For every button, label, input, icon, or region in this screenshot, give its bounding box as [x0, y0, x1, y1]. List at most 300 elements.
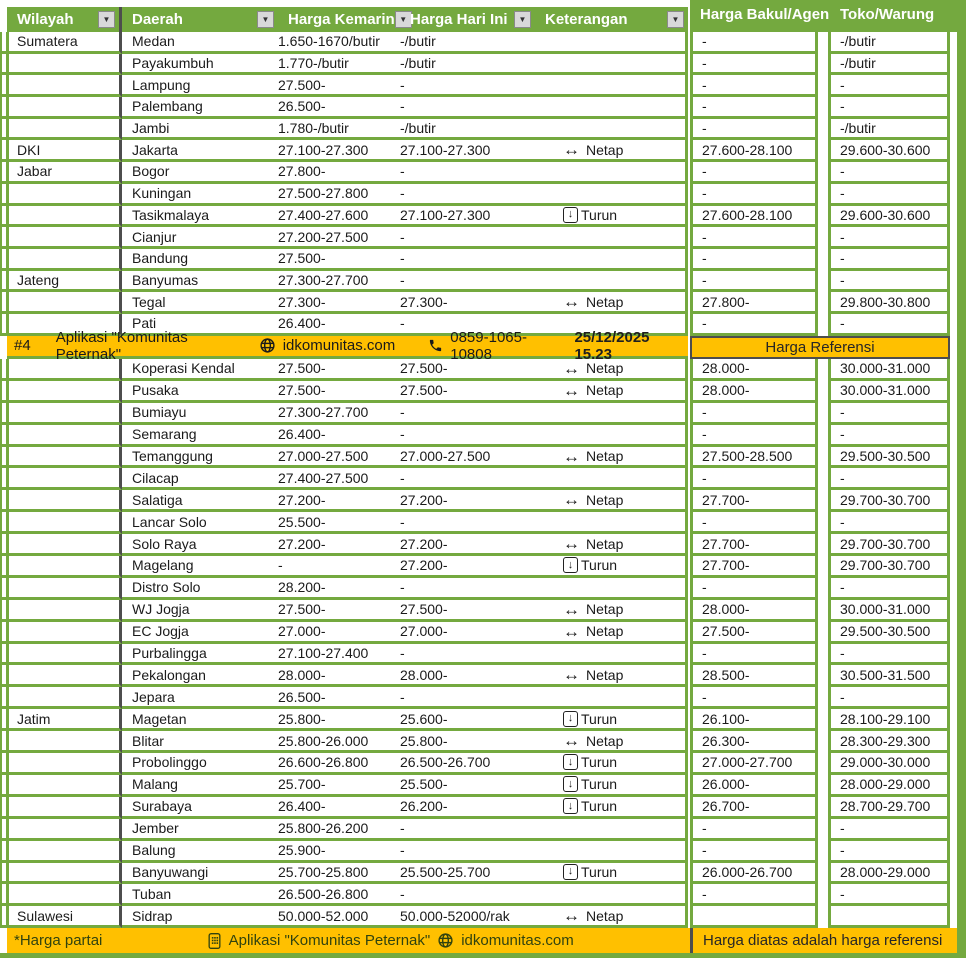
cell-wilayah: [9, 622, 122, 644]
cell-harga-kemarin: 27.100-27.300: [278, 140, 400, 162]
column-gap: [818, 447, 828, 469]
cell-harga-bakul-agen: 26.100-: [690, 709, 818, 731]
cell-keterangan: [535, 578, 688, 600]
cell-keterangan: [535, 184, 688, 206]
table-row: [0, 841, 950, 863]
cell-harga-kemarin: 28.000-: [278, 665, 400, 687]
keterangan-label: Netap: [586, 141, 624, 158]
column-gap: [818, 425, 828, 447]
cell-toko-warung: -: [828, 249, 950, 271]
cell-harga-bakul-agen: [690, 906, 818, 928]
cell-harga-kemarin: 25.800-: [278, 709, 400, 731]
cell-harga-bakul-agen: 28.000-: [690, 359, 818, 381]
left-right-arrow-icon: ↔: [563, 599, 580, 619]
keterangan-label: Netap: [586, 535, 624, 552]
row-edge-cell: [0, 600, 9, 622]
table-row: [0, 32, 950, 54]
row-edge-cell: [0, 359, 9, 381]
table-row: [0, 206, 950, 228]
cell-keterangan: [535, 425, 688, 447]
cell-wilayah: DKI: [9, 140, 122, 162]
cell-keterangan: [535, 162, 688, 184]
cell-harga-kemarin: 26.600-26.800: [278, 753, 400, 775]
cell-toko-warung: -: [828, 819, 950, 841]
cell-keterangan: [535, 292, 688, 314]
column-gap: [818, 97, 828, 119]
cell-keterangan: [535, 381, 688, 403]
cell-wilayah: [9, 249, 122, 271]
table-row: [0, 884, 950, 906]
rows-bottom-section: [0, 359, 966, 928]
footer-app-name: Aplikasi "Komunitas Peternak": [228, 932, 431, 950]
table-row: [0, 447, 950, 469]
cell-harga-bakul-agen: -: [690, 841, 818, 863]
cell-harga-hari-ini: -/butir: [400, 119, 535, 141]
table-row: [0, 600, 950, 622]
cell-daerah: Magelang: [122, 556, 278, 578]
cell-harga-bakul-agen: -: [690, 249, 818, 271]
cell-harga-bakul-agen: 27.700-: [690, 556, 818, 578]
cell-wilayah: [9, 468, 122, 490]
cell-keterangan: [535, 556, 688, 578]
table-row: [0, 271, 950, 293]
cell-wilayah: [9, 512, 122, 534]
cell-daerah: Pusaka: [122, 381, 278, 403]
footer-left: [7, 928, 688, 953]
cell-harga-hari-ini: -/butir: [400, 32, 535, 54]
column-header-label: Wilayah: [17, 11, 74, 28]
cell-harga-hari-ini: -: [400, 162, 535, 184]
cell-keterangan: [535, 359, 688, 381]
column-gap: [818, 665, 828, 687]
filter-dropdown-icon[interactable]: ▼: [667, 11, 684, 28]
cell-keterangan: [535, 600, 688, 622]
cell-harga-bakul-agen: 27.600-28.100: [690, 206, 818, 228]
cell-wilayah: [9, 644, 122, 666]
cell-harga-bakul-agen: -: [690, 468, 818, 490]
cell-harga-bakul-agen: 26.000-26.700: [690, 863, 818, 885]
footer-reference-note: Harga diatas adalah harga referensi: [690, 928, 957, 953]
cell-keterangan: [535, 644, 688, 666]
cell-harga-bakul-agen: 27.800-: [690, 292, 818, 314]
column-gap: [818, 75, 828, 97]
cell-toko-warung: 28.700-29.700: [828, 797, 950, 819]
cell-wilayah: [9, 119, 122, 141]
cell-harga-hari-ini: -: [400, 512, 535, 534]
cell-harga-hari-ini: -: [400, 468, 535, 490]
row-edge-cell: [0, 906, 9, 928]
cell-toko-warung: -: [828, 841, 950, 863]
cell-harga-bakul-agen: -: [690, 75, 818, 97]
cell-keterangan: [535, 140, 688, 162]
boxed-down-arrow-icon: ↓: [563, 557, 578, 573]
column-gap: [818, 468, 828, 490]
cell-harga-kemarin: 25.700-: [278, 775, 400, 797]
column-gap: [818, 54, 828, 76]
cell-wilayah: [9, 227, 122, 249]
column-gap: [818, 119, 828, 141]
cell-harga-bakul-agen: -: [690, 227, 818, 249]
cell-wilayah: [9, 687, 122, 709]
row-edge-cell: [0, 292, 9, 314]
cell-daerah: Blitar: [122, 731, 278, 753]
cell-toko-warung: -: [828, 512, 950, 534]
column-gap: [818, 687, 828, 709]
cell-harga-kemarin: 1.650-1670/butir: [278, 32, 400, 54]
bottom-green-border: [0, 953, 966, 958]
column-header-label: Harga Hari Ini: [410, 11, 508, 28]
column-header-label: Harga Bakul/Agen: [700, 6, 830, 23]
column-gap: [818, 622, 828, 644]
cell-harga-kemarin: 1.780-/butir: [278, 119, 400, 141]
keterangan-label: Netap: [586, 666, 624, 683]
cell-harga-hari-ini: 27.500-: [400, 381, 535, 403]
cell-harga-hari-ini: -: [400, 687, 535, 709]
cell-harga-hari-ini: -: [400, 227, 535, 249]
banner-phone-number: 0859-1065-10808: [450, 328, 527, 363]
cell-harga-bakul-agen: 27.500-28.500: [690, 447, 818, 469]
cell-harga-bakul-agen: -: [690, 32, 818, 54]
cell-toko-warung: 29.800-30.800: [828, 292, 950, 314]
keterangan-label: Turun: [581, 863, 618, 880]
cell-wilayah: Jateng: [9, 271, 122, 293]
column-header-label: Keterangan: [545, 11, 628, 28]
column-gap: [818, 906, 828, 928]
left-right-arrow-icon: ↔: [563, 490, 580, 510]
cell-daerah: Bandung: [122, 249, 278, 271]
cell-daerah: Jakarta: [122, 140, 278, 162]
row-edge-cell: [0, 403, 9, 425]
cell-harga-bakul-agen: -: [690, 512, 818, 534]
left-right-arrow-icon: ↔: [563, 292, 580, 312]
right-green-strip: [957, 0, 966, 958]
cell-wilayah: [9, 863, 122, 885]
keterangan-label: Netap: [586, 448, 624, 465]
cell-keterangan: [535, 863, 688, 885]
cell-harga-bakul-agen: 28.000-: [690, 600, 818, 622]
cell-harga-hari-ini: 25.500-25.700: [400, 863, 535, 885]
cell-harga-kemarin: 27.500-: [278, 381, 400, 403]
table-row: [0, 54, 950, 76]
column-gap: [818, 292, 828, 314]
cell-daerah: Bumiayu: [122, 403, 278, 425]
footer-website: idkomunitas.com: [461, 932, 574, 950]
cell-harga-kemarin: 27.500-27.800: [278, 184, 400, 206]
keterangan-label: Netap: [586, 601, 624, 618]
cell-harga-hari-ini: -: [400, 403, 535, 425]
cell-wilayah: Sumatera: [9, 32, 122, 54]
column-gap: [818, 403, 828, 425]
cell-toko-warung: 28.000-29.000: [828, 775, 950, 797]
row-edge-cell: [0, 644, 9, 666]
cell-daerah: WJ Jogja: [122, 600, 278, 622]
cell-wilayah: [9, 534, 122, 556]
cell-harga-kemarin: 27.800-: [278, 162, 400, 184]
banner-rank: #4: [14, 337, 31, 355]
cell-harga-bakul-agen: -: [690, 819, 818, 841]
keterangan-label: Turun: [581, 206, 618, 223]
cell-harga-bakul-agen: 26.300-: [690, 731, 818, 753]
column-header-keterangan: [535, 7, 688, 32]
cell-toko-warung: -: [828, 97, 950, 119]
cell-toko-warung: 30.500-31.500: [828, 665, 950, 687]
cell-harga-hari-ini: 28.000-: [400, 665, 535, 687]
table-row: [0, 227, 950, 249]
column-gap: [818, 249, 828, 271]
column-gap: [818, 534, 828, 556]
cell-harga-bakul-agen: -: [690, 884, 818, 906]
cell-toko-warung: 28.300-29.300: [828, 731, 950, 753]
row-edge-cell: [0, 687, 9, 709]
cell-harga-kemarin: 26.500-: [278, 97, 400, 119]
cell-harga-kemarin: 27.200-27.500: [278, 227, 400, 249]
cell-keterangan: [535, 884, 688, 906]
cell-toko-warung: 30.000-31.000: [828, 381, 950, 403]
table-row: [0, 863, 950, 885]
cell-harga-hari-ini: 27.200-: [400, 490, 535, 512]
cell-keterangan: [535, 468, 688, 490]
cell-daerah: Tasikmalaya: [122, 206, 278, 228]
row-edge-cell: [0, 731, 9, 753]
cell-harga-kemarin: 25.700-25.800: [278, 863, 400, 885]
cell-daerah: Jepara: [122, 687, 278, 709]
cell-harga-kemarin: 26.400-: [278, 425, 400, 447]
cell-toko-warung: 29.600-30.600: [828, 206, 950, 228]
cell-toko-warung: -: [828, 75, 950, 97]
row-edge-cell: [0, 534, 9, 556]
cell-wilayah: [9, 797, 122, 819]
cell-daerah: Sidrap: [122, 906, 278, 928]
row-edge-cell: [0, 271, 9, 293]
table-row: [0, 512, 950, 534]
cell-harga-bakul-agen: -: [690, 644, 818, 666]
row-edge-cell: [0, 162, 9, 184]
cell-wilayah: Jabar: [9, 162, 122, 184]
cell-keterangan: [535, 841, 688, 863]
cell-harga-hari-ini: 27.100-27.300: [400, 140, 535, 162]
cell-keterangan: [535, 227, 688, 249]
cell-daerah: Pati: [122, 314, 278, 336]
cell-wilayah: [9, 753, 122, 775]
cell-harga-bakul-agen: 26.700-: [690, 797, 818, 819]
cell-daerah: Salatiga: [122, 490, 278, 512]
cell-wilayah: [9, 600, 122, 622]
cell-toko-warung: [828, 906, 950, 928]
cell-toko-warung: -: [828, 162, 950, 184]
cell-daerah: Surabaya: [122, 797, 278, 819]
cell-wilayah: [9, 731, 122, 753]
cell-wilayah: [9, 490, 122, 512]
table-header-left: [7, 7, 688, 32]
column-gap: [818, 863, 828, 885]
row-edge-cell: [0, 490, 9, 512]
globe-icon: [437, 932, 454, 949]
cell-harga-kemarin: 26.400-: [278, 314, 400, 336]
promo-banner-row: [0, 328, 957, 363]
cell-harga-hari-ini: -: [400, 271, 535, 293]
left-right-arrow-icon: ↔: [563, 534, 580, 554]
cell-daerah: Cilacap: [122, 468, 278, 490]
cell-harga-bakul-agen: -: [690, 97, 818, 119]
cell-toko-warung: 28.000-29.000: [828, 863, 950, 885]
cell-daerah: Magetan: [122, 709, 278, 731]
column-header-harga-bakul-agen: [690, 0, 830, 29]
cell-daerah: Medan: [122, 32, 278, 54]
cell-daerah: Jember: [122, 819, 278, 841]
left-right-arrow-icon: ↔: [563, 906, 580, 926]
cell-wilayah: [9, 425, 122, 447]
cell-harga-hari-ini: -: [400, 184, 535, 206]
table-row: [0, 425, 950, 447]
left-right-arrow-icon: ↔: [563, 140, 580, 160]
left-right-arrow-icon: ↔: [563, 380, 580, 400]
column-gap: [818, 797, 828, 819]
cell-harga-kemarin: 26.400-: [278, 797, 400, 819]
cell-daerah: Koperasi Kendal: [122, 359, 278, 381]
cell-toko-warung: 29.700-30.700: [828, 534, 950, 556]
cell-harga-hari-ini: -: [400, 884, 535, 906]
column-gap: [818, 359, 828, 381]
cell-harga-bakul-agen: -: [690, 271, 818, 293]
filter-dropdown-icon[interactable]: ▼: [257, 11, 274, 28]
cell-toko-warung: 29.000-30.000: [828, 753, 950, 775]
cell-keterangan: [535, 206, 688, 228]
cell-toko-warung: 29.500-30.500: [828, 622, 950, 644]
column-header-label: Harga Kemarin: [288, 11, 395, 28]
cell-toko-warung: -: [828, 687, 950, 709]
column-header-toko-warung: [830, 0, 960, 29]
filter-dropdown-icon[interactable]: ▼: [514, 11, 531, 28]
cell-harga-hari-ini: 27.200-: [400, 534, 535, 556]
table-row: [0, 359, 950, 381]
cell-harga-hari-ini: 25.800-: [400, 731, 535, 753]
cell-keterangan: [535, 249, 688, 271]
column-gap: [818, 381, 828, 403]
cell-keterangan: [535, 534, 688, 556]
cell-harga-hari-ini: -: [400, 425, 535, 447]
cell-toko-warung: -: [828, 314, 950, 336]
cell-harga-hari-ini: -/butir: [400, 54, 535, 76]
keterangan-label: Netap: [586, 382, 624, 399]
banner-app-name: Aplikasi "Komunitas Peternak": [55, 328, 188, 363]
cell-keterangan: [535, 731, 688, 753]
filter-dropdown-icon[interactable]: ▼: [395, 11, 412, 28]
table-row: [0, 709, 950, 731]
cell-harga-kemarin: 27.300-: [278, 292, 400, 314]
cell-wilayah: [9, 819, 122, 841]
cell-harga-hari-ini: -: [400, 314, 535, 336]
cell-harga-kemarin: 50.000-52.000: [278, 906, 400, 928]
row-edge-cell: [0, 753, 9, 775]
cell-wilayah: [9, 403, 122, 425]
cell-harga-bakul-agen: -: [690, 687, 818, 709]
cell-keterangan: [535, 75, 688, 97]
banner-website: idkomunitas.com: [282, 337, 396, 355]
column-gap: [818, 32, 828, 54]
cell-daerah: Probolinggo: [122, 753, 278, 775]
cell-wilayah: [9, 97, 122, 119]
cell-daerah: Banyuwangi: [122, 863, 278, 885]
column-gap: [818, 206, 828, 228]
keterangan-label: Netap: [586, 491, 624, 508]
cell-toko-warung: -: [828, 227, 950, 249]
cell-harga-kemarin: 25.500-: [278, 512, 400, 534]
row-edge-cell: [0, 578, 9, 600]
row-edge-cell: [0, 54, 9, 76]
cell-keterangan: [535, 775, 688, 797]
cell-harga-kemarin: 25.800-26.200: [278, 819, 400, 841]
row-edge-cell: [0, 447, 9, 469]
cell-keterangan: [535, 97, 688, 119]
cell-keterangan: [535, 119, 688, 141]
table-row: [0, 556, 950, 578]
column-gap: [818, 600, 828, 622]
cell-daerah: EC Jogja: [122, 622, 278, 644]
cell-harga-hari-ini: 25.500-: [400, 775, 535, 797]
cell-harga-kemarin: 27.200-: [278, 490, 400, 512]
row-edge-cell: [0, 512, 9, 534]
cell-harga-hari-ini: 50.000-52000/rak: [400, 906, 535, 928]
cell-keterangan: [535, 271, 688, 293]
row-edge-cell: [0, 119, 9, 141]
column-gap: [818, 884, 828, 906]
footer-note: *Harga partai: [14, 932, 103, 950]
cell-harga-bakul-agen: 26.000-: [690, 775, 818, 797]
table-row: [0, 753, 950, 775]
boxed-down-arrow-icon: ↓: [563, 864, 578, 880]
left-right-arrow-icon: ↔: [563, 665, 580, 685]
column-gap: [818, 490, 828, 512]
boxed-down-arrow-icon: ↓: [563, 207, 578, 223]
column-header-daerah: [122, 7, 278, 32]
cell-harga-kemarin: 27.400-27.500: [278, 468, 400, 490]
table-row: [0, 578, 950, 600]
cell-daerah: Bogor: [122, 162, 278, 184]
boxed-down-arrow-icon: ↓: [563, 776, 578, 792]
cell-harga-hari-ini: -: [400, 75, 535, 97]
cell-harga-kemarin: 27.300-27.700: [278, 271, 400, 293]
table-row: [0, 534, 950, 556]
cell-toko-warung: 30.000-31.000: [828, 600, 950, 622]
cell-harga-kemarin: 27.500-: [278, 600, 400, 622]
cell-wilayah: [9, 359, 122, 381]
cell-keterangan: [535, 665, 688, 687]
table-row: [0, 731, 950, 753]
filter-dropdown-icon[interactable]: ▼: [98, 11, 115, 28]
row-edge-cell: [0, 206, 9, 228]
table-row: [0, 249, 950, 271]
footer-row: [0, 928, 957, 953]
keterangan-label: Turun: [581, 754, 618, 771]
cell-harga-bakul-agen: 27.500-: [690, 622, 818, 644]
cell-harga-hari-ini: 25.600-: [400, 709, 535, 731]
cell-wilayah: [9, 75, 122, 97]
column-gap: [818, 227, 828, 249]
keterangan-label: Netap: [586, 732, 624, 749]
cell-harga-bakul-agen: 27.700-: [690, 490, 818, 512]
keterangan-label: Netap: [586, 293, 624, 310]
cell-harga-hari-ini: 27.200-: [400, 556, 535, 578]
row-edge-cell: [0, 775, 9, 797]
cell-keterangan: [535, 490, 688, 512]
keterangan-label: Turun: [581, 557, 618, 574]
cell-harga-kemarin: 1.770-/butir: [278, 54, 400, 76]
column-gap: [818, 775, 828, 797]
cell-harga-bakul-agen: -: [690, 119, 818, 141]
table-header: [0, 0, 966, 32]
cell-keterangan: [535, 709, 688, 731]
keterangan-label: Turun: [581, 710, 618, 727]
